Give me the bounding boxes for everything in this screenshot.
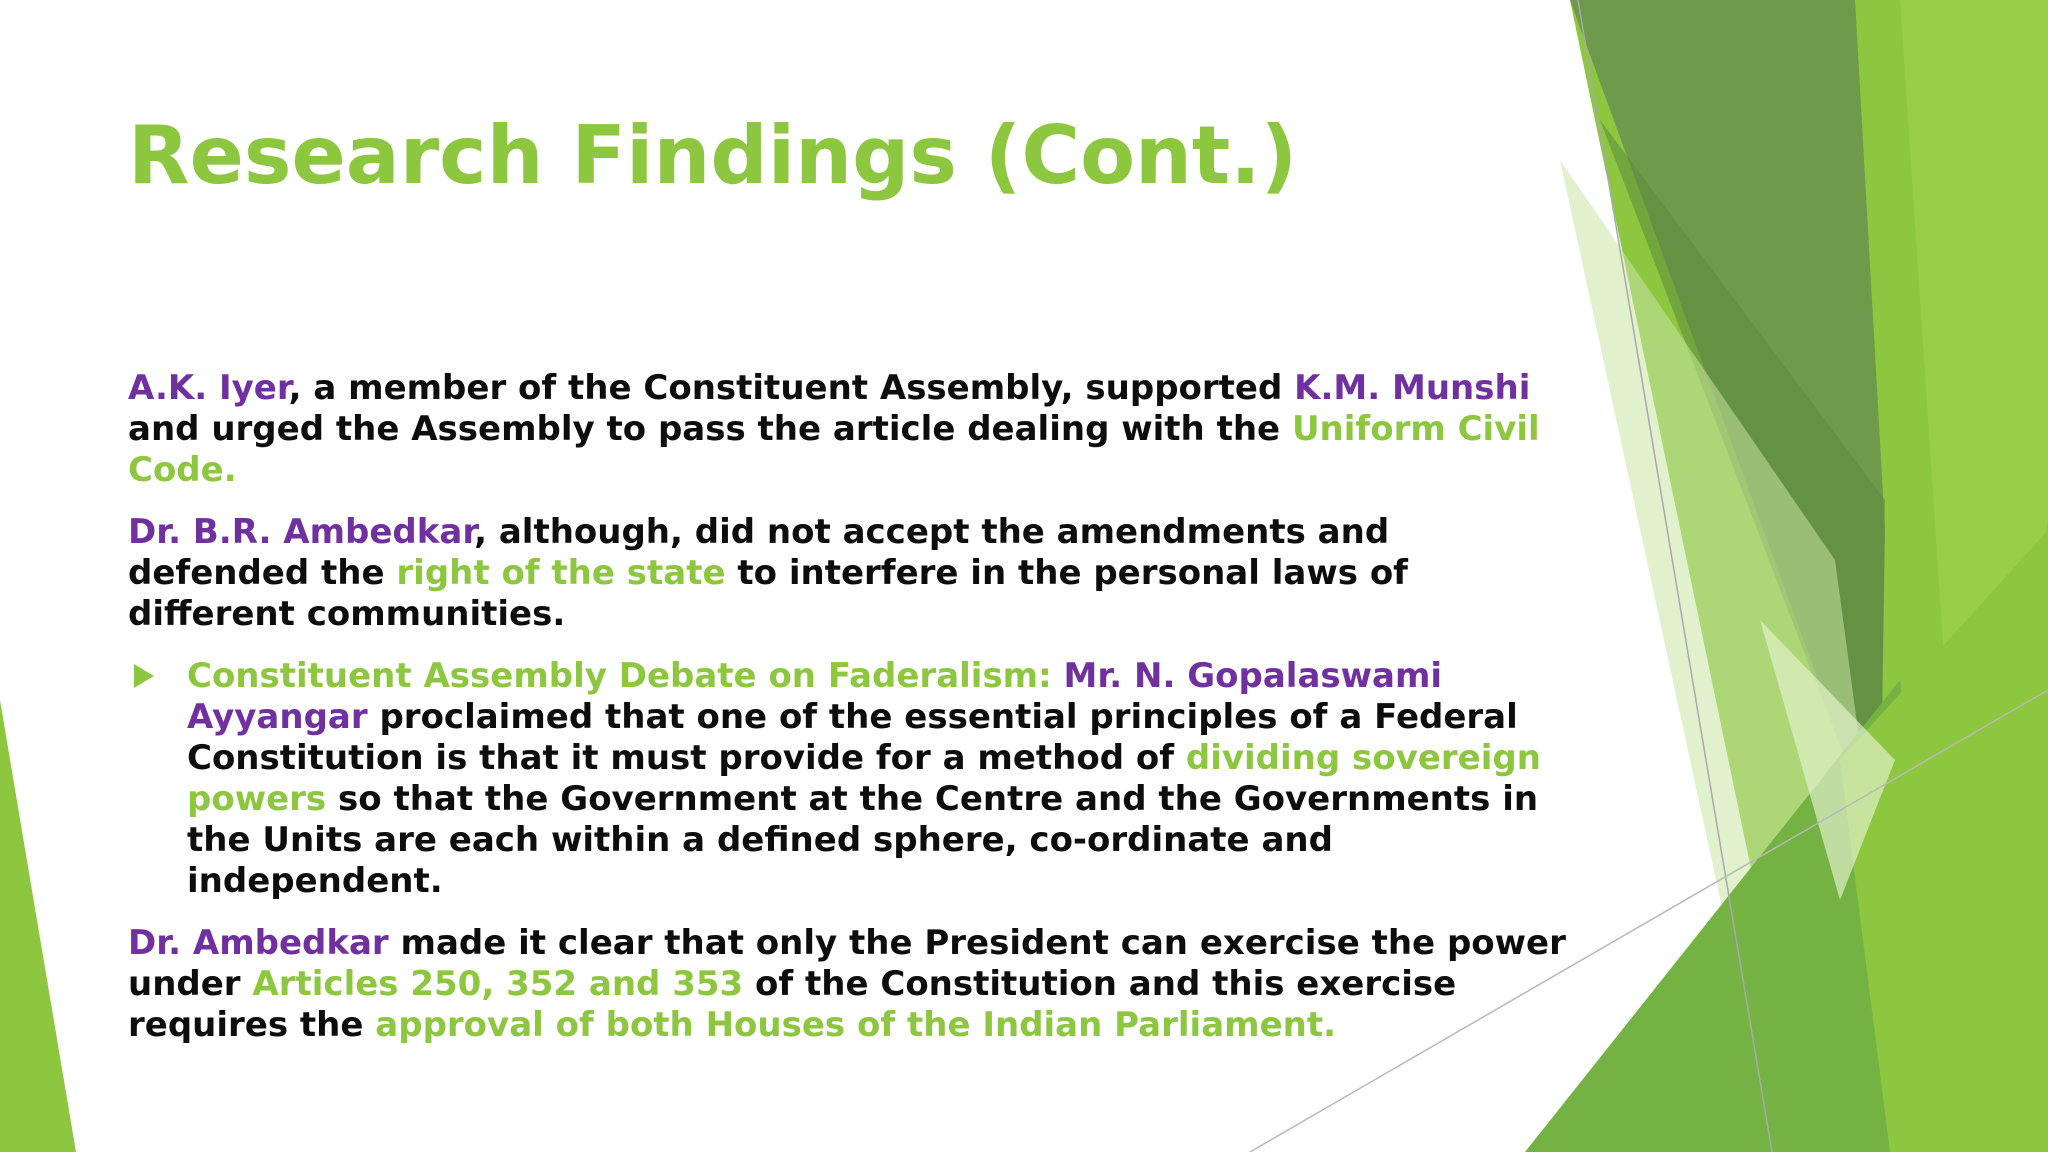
text-run: made it clear that only the President can exercise the power under bbox=[128, 923, 1566, 1004]
paragraph-ambedkar-amendments bbox=[128, 512, 1568, 635]
highlight-parliament-approval: approval of both Houses of the Indian Parliament. bbox=[375, 1005, 1336, 1045]
name-km-munshi: K.M. Munshi bbox=[1294, 368, 1531, 408]
bullet-federalism-debate bbox=[128, 656, 1568, 902]
slide-body bbox=[128, 368, 1568, 1067]
highlight-articles: Articles 250, 352 and 353 bbox=[252, 964, 744, 1004]
name-br-ambedkar: Dr. B.R. Ambedkar bbox=[128, 512, 475, 552]
text-run: proclaimed that one of the essential principles of a Federal Constitution is that it must provide for a method of bbox=[187, 697, 1518, 778]
slide-title: Research Findings (Cont.) bbox=[128, 109, 1298, 202]
paragraph-president-power bbox=[128, 923, 1568, 1046]
name-gopalaswami-ayyangar: Mr. N. Gopalaswami Ayyangar bbox=[187, 656, 1443, 737]
name-ak-iyer: A.K. Iyer bbox=[128, 368, 289, 408]
triangle-bullet-icon bbox=[134, 664, 154, 688]
highlight-uniform-civil-code: Uniform Civil Code. bbox=[128, 409, 1540, 490]
paragraph-iyer bbox=[128, 368, 1568, 491]
text-run: so that the Government at the Centre and the Governments in the Units are each within a defined sphere, co-ordinate and independent. bbox=[187, 779, 1539, 901]
highlight-federalism-heading: Constituent Assembly Debate on Faderalism: bbox=[187, 656, 1064, 696]
text-run: , a member of the Constituent Assembly, supported bbox=[288, 368, 1295, 408]
text-run: to interfere in the personal laws of different communities. bbox=[128, 553, 1408, 634]
text-run: and urged the Assembly to pass the article dealing with the bbox=[128, 409, 1292, 449]
text-run: , although, did not accept the amendments and defended the bbox=[128, 512, 1390, 593]
left-facet bbox=[0, 700, 76, 1152]
highlight-right-of-state: right of the state bbox=[396, 553, 726, 593]
text-run: of the Constitution and this exercise requires the bbox=[128, 964, 1457, 1045]
highlight-dividing-sovereign-powers: dividing sovereign powers bbox=[187, 738, 1541, 819]
name-dr-ambedkar: Dr. Ambedkar bbox=[128, 923, 389, 963]
